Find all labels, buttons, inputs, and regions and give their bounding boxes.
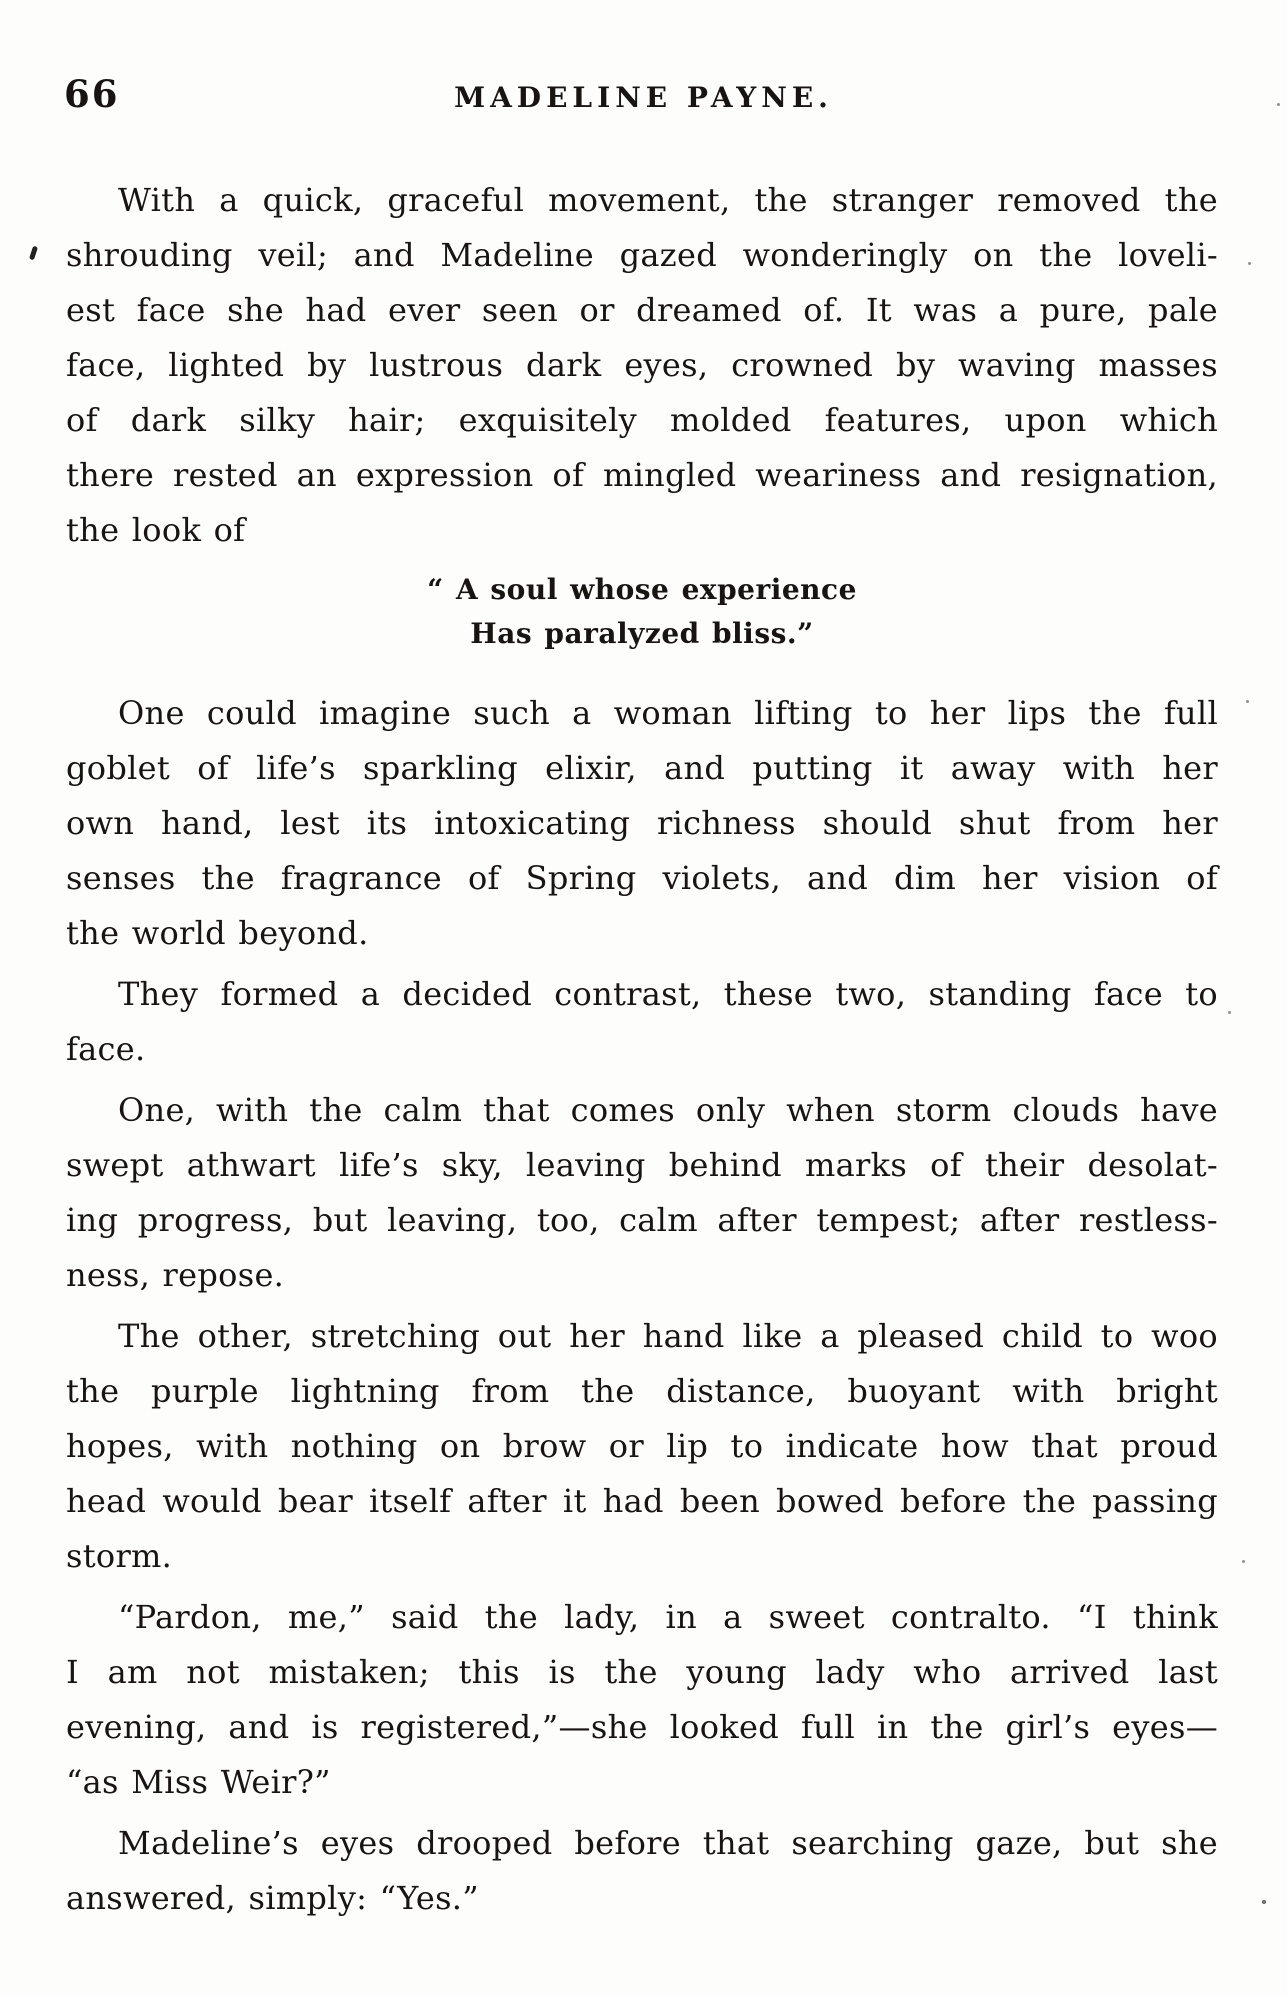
text-line: hopes, with nothing on brow or lip to indicate how that proud: [66, 1427, 1218, 1465]
paragraph: [66, 173, 1218, 558]
paragraph: [66, 1590, 1218, 1810]
running-header: MADELINE PAYNE.: [454, 81, 833, 114]
scan-artifact: [1242, 1560, 1245, 1563]
text-line: face, lighted by lustrous dark eyes, crowned by waving masses: [66, 346, 1218, 384]
text-line: Madeline’s eyes drooped before that searching gaze, but she: [118, 1824, 1218, 1862]
text-line: evening, and is registered,”—she looked full in the girl’s eyes—: [66, 1708, 1218, 1746]
text-line: est face she had ever seen or dreamed of. It was a pure, pale: [66, 291, 1218, 329]
text-line: own hand, lest its intoxicating richness should shut from her: [66, 804, 1218, 842]
text-line: ing progress, but leaving, too, calm after tempest; after restless-: [66, 1201, 1218, 1239]
text-line: goblet of life’s sparkling elixir, and putting it away with her: [66, 749, 1218, 787]
paragraph: [66, 686, 1218, 961]
scan-artifact: [1277, 103, 1280, 106]
scan-artifact: [1262, 1900, 1266, 1904]
text-line: Has paralyzed bliss.”: [470, 617, 814, 650]
paragraph: [66, 967, 1218, 1077]
scan-artifact: [1228, 1011, 1231, 1014]
text-line: the purple lightning from the distance, buoyant with bright: [66, 1372, 1218, 1410]
text-line: ness, repose.: [66, 1256, 285, 1294]
text-line: One, with the calm that comes only when storm clouds have: [118, 1091, 1218, 1129]
text-line: “ A soul whose experience: [427, 573, 857, 606]
verse-quote: [66, 568, 1218, 656]
text-line: there rested an expression of mingled weariness and resignation,: [66, 456, 1218, 494]
text-line: The other, stretching out her hand like a pleased child to woo: [118, 1317, 1218, 1355]
paragraph: [66, 1083, 1218, 1303]
page-body: [66, 173, 1218, 1926]
text-line: They formed a decided contrast, these two, standing face to: [118, 975, 1218, 1013]
text-line: “Pardon, me,” said the lady, in a sweet contralto. “I think: [118, 1598, 1218, 1636]
text-line: “as Miss Weir?”: [66, 1763, 331, 1801]
text-line: answered, simply: “Yes.”: [66, 1879, 479, 1917]
text-line: senses the fragrance of Spring violets, and dim her vision of: [66, 859, 1218, 897]
text-line: storm.: [66, 1537, 173, 1575]
text-line: head would bear itself after it had been bowed before the passing: [66, 1482, 1218, 1520]
scan-artifact: [1248, 262, 1251, 265]
text-line: the world beyond.: [66, 914, 369, 952]
scan-artifact: [29, 246, 38, 261]
page-number: 66: [64, 72, 120, 116]
text-line: of dark silky hair; exquisitely molded features, upon which: [66, 401, 1218, 439]
text-line: face.: [66, 1030, 146, 1068]
scan-artifact: [1246, 700, 1249, 703]
paragraph: [66, 1816, 1218, 1926]
text-line: swept athwart life’s sky, leaving behind marks of their desolat-: [66, 1146, 1218, 1184]
text-line: shrouding veil; and Madeline gazed wonderingly on the loveli-: [66, 236, 1218, 274]
text-line: I am not mistaken; this is the young lady who arrived last: [66, 1653, 1218, 1691]
text-line: the look of: [66, 511, 246, 549]
text-line: With a quick, graceful movement, the stranger removed the: [118, 181, 1218, 219]
text-line: One could imagine such a woman lifting to her lips the full: [118, 694, 1218, 732]
paragraph: [66, 1309, 1218, 1584]
